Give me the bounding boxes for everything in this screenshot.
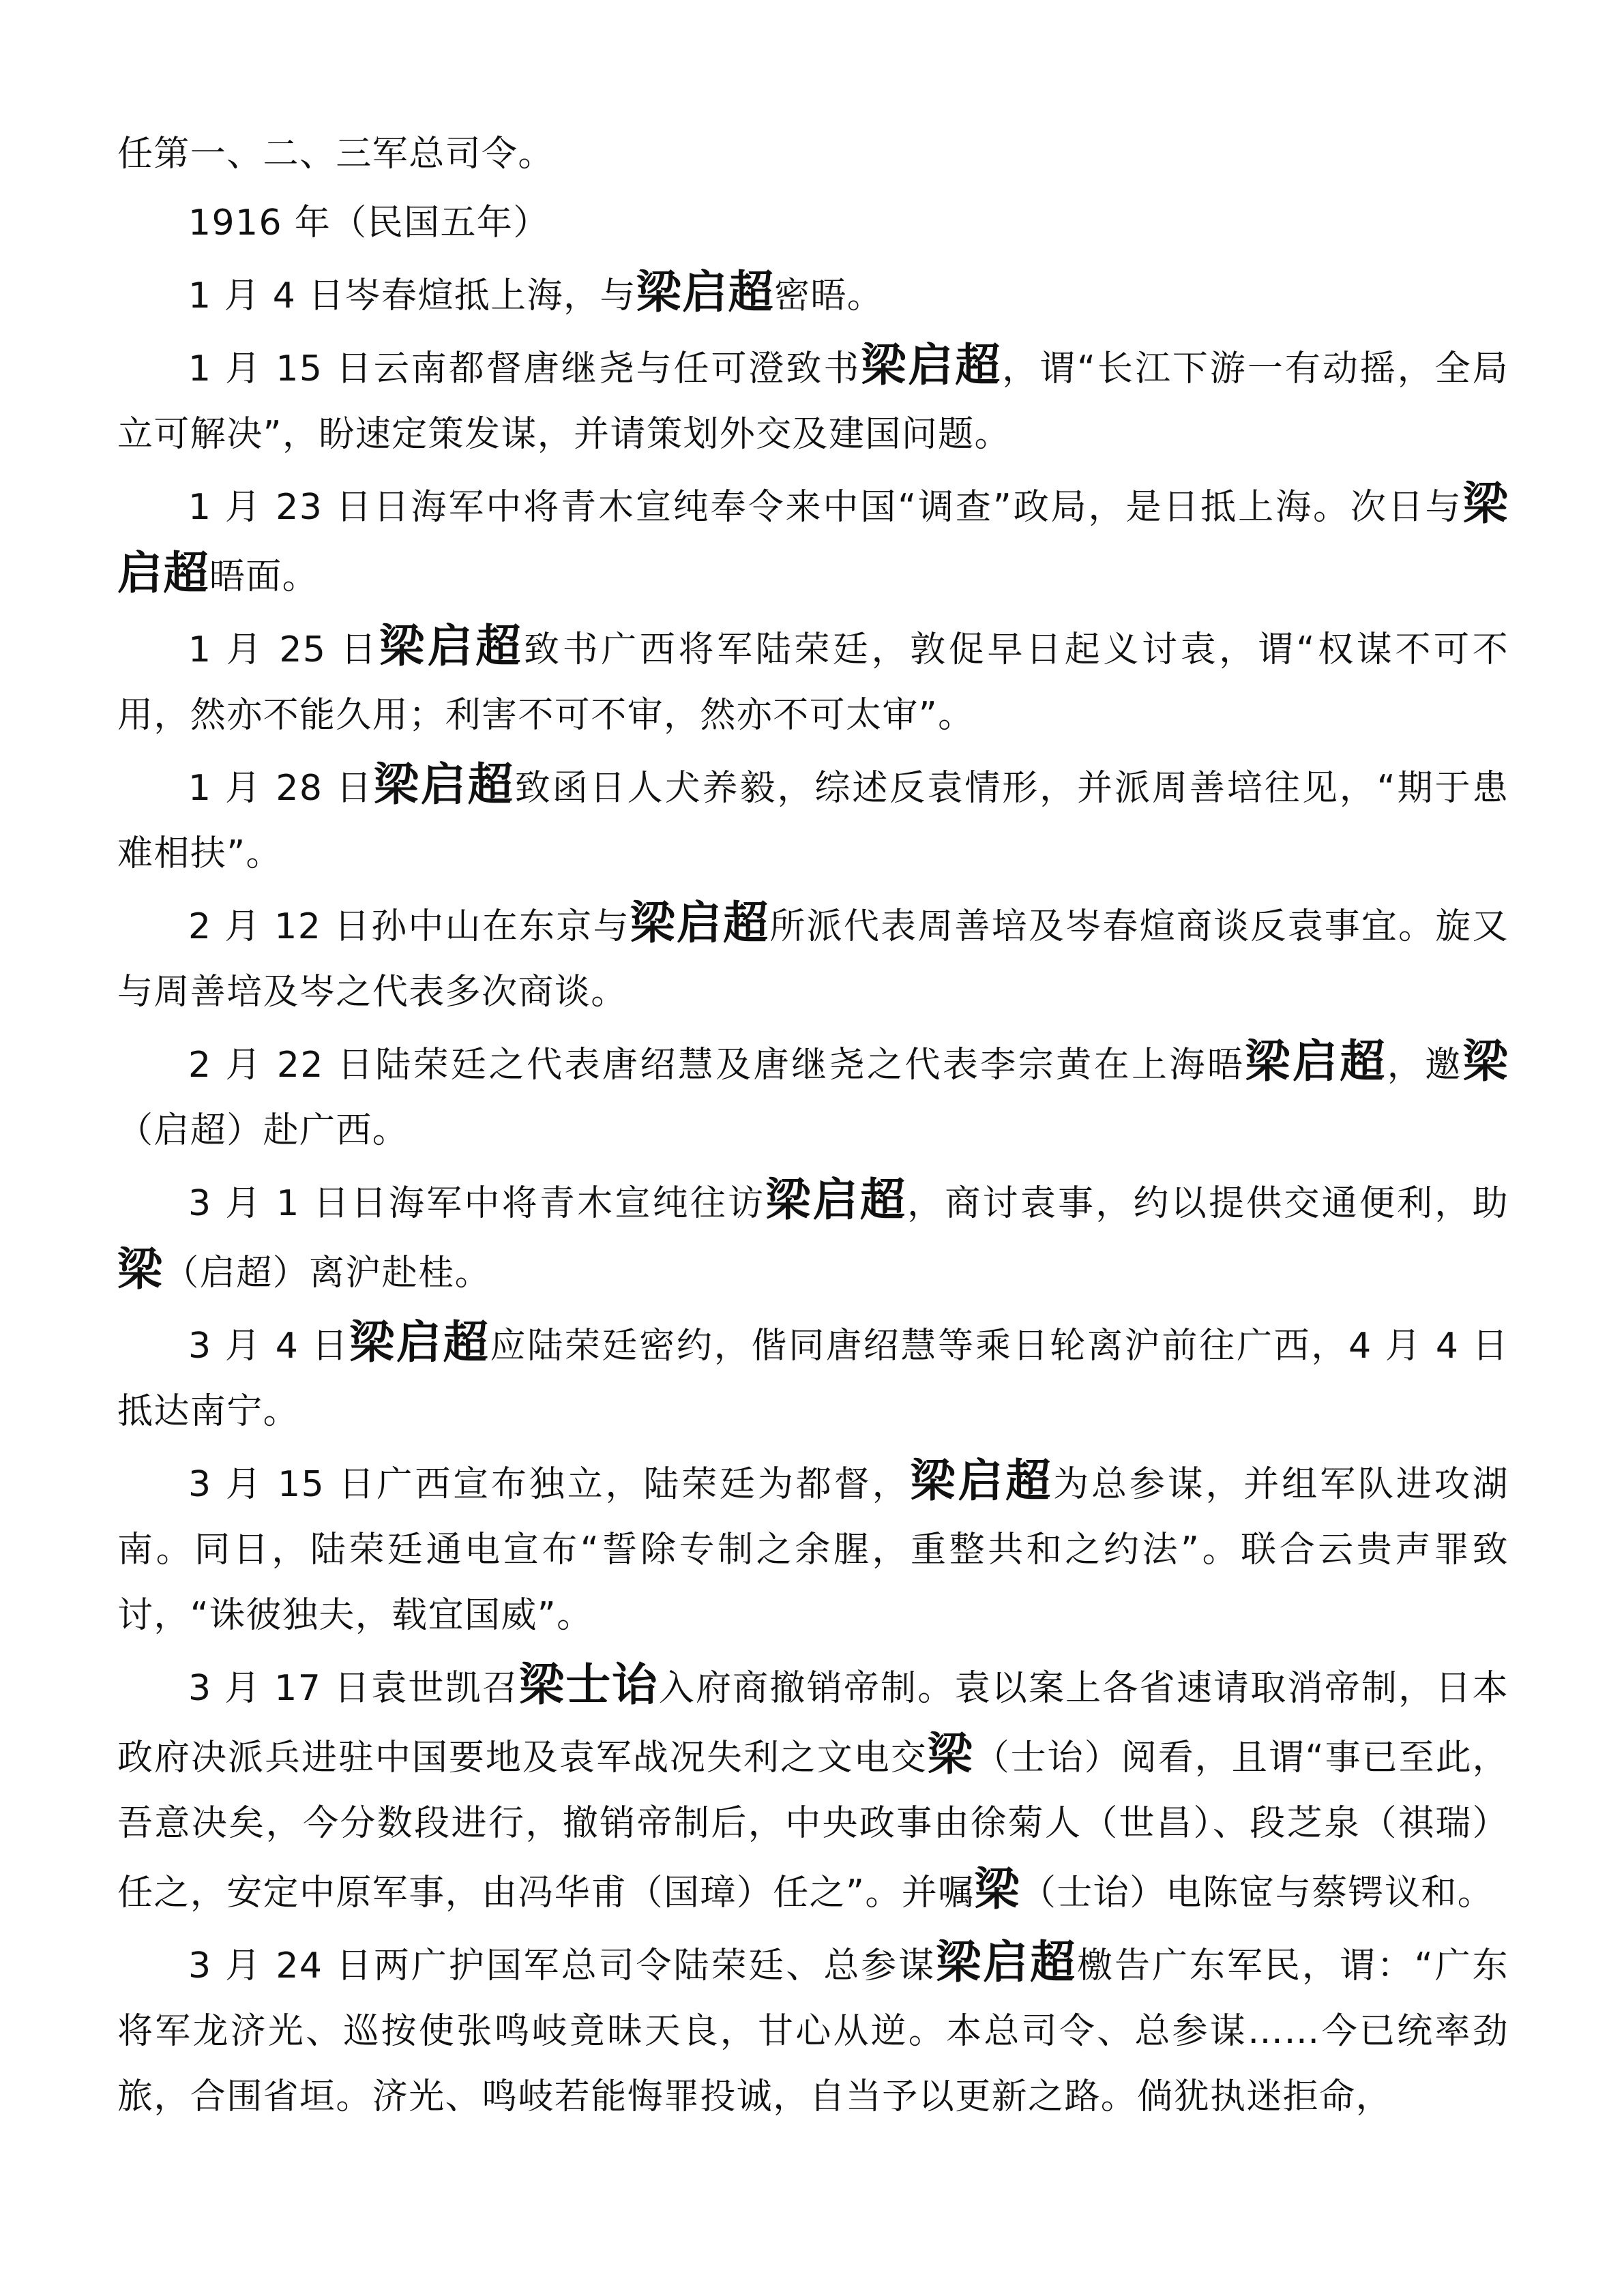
paragraph [117, 1167, 1509, 1306]
text-run: 1 月 23 日日海军中将青木宣纯奉令来中国“调查”政局，是日抵上海。次日与 [188, 487, 1463, 528]
paragraph [117, 1652, 1509, 1926]
person-name: 梁启超 [936, 1935, 1078, 1988]
text-run: ，谓“长江下游一有动摇，全局立可解决”，盼速定策发谋，并请策划外交及建国问题。 [117, 348, 1509, 455]
paragraph [117, 890, 1509, 1025]
person-name: 梁启超 [117, 477, 1509, 599]
paragraph [117, 751, 1509, 886]
paragraph [117, 1929, 1509, 2130]
person-name: 梁启超 [1245, 1034, 1387, 1088]
text-run: 2 月 22 日陆荣廷之代表唐绍慧及唐继尧之代表李宗黄在上海晤 [188, 1045, 1245, 1086]
text-run: 入府商撤销帝制。袁以案上各省速请取消帝制，日本政府决派兵进驻中国要地及袁军战况失利之文电交 [117, 1668, 1509, 1778]
paragraph [117, 121, 1509, 187]
person-name: 梁 [974, 1862, 1020, 1915]
text-run: 3 月 15 日广西宣布独立，陆荣廷为都督， [188, 1464, 911, 1505]
paragraph [117, 1309, 1509, 1444]
text-run: 1 月 15 日云南都督唐继尧与任可澄致书 [188, 348, 861, 389]
text-run: 1 月 4 日岑春煊抵上海，与 [188, 275, 636, 316]
paragraph [117, 259, 1509, 329]
year-heading [117, 190, 1509, 256]
text-run: 应陆荣廷密约，偕同唐绍慧等乘日轮离沪前往广西，4 月 4 日抵达南宁。 [117, 1326, 1509, 1432]
text-run: 为总参谋，并组军队进攻湖南。同日，陆荣廷通电宣布“誓除专制之余腥，重整共和之约法”。联合云贵声罪致讨，“诛彼独夫，载宜国威”。 [117, 1464, 1509, 1636]
text-run: 密晤。 [773, 275, 884, 316]
text-run: 2 月 12 日孙中山在东京与 [188, 906, 630, 947]
paragraph [117, 613, 1509, 748]
text-run: 3 月 1 日日海军中将青木宣纯往访 [188, 1183, 766, 1224]
person-name: 梁启超 [379, 619, 525, 672]
text-run: 3 月 4 日 [188, 1326, 350, 1367]
person-name: 梁启超 [630, 896, 770, 949]
person-name: 梁启超 [373, 758, 515, 811]
document-page [117, 121, 1509, 2133]
text-run: （启超）离沪赴桂。 [163, 1253, 492, 1294]
text-run: 1 月 28 日 [188, 768, 374, 809]
text-run: ，邀 [1387, 1045, 1463, 1086]
text-run: 1916 年（民国五年） [188, 203, 550, 243]
paragraph [117, 1028, 1509, 1163]
text-run: 致书广西将军陆荣廷，敦促早日起义讨袁，谓“权谋不可不用，然亦不能久用；利害不可不审，然亦不可太审”。 [117, 629, 1509, 736]
text-run: （士诒）电陈宧与蔡锷议和。 [1020, 1873, 1494, 1913]
text-run: 任第一、二、三军总司令。 [117, 134, 555, 175]
person-name: 梁启超 [765, 1173, 908, 1226]
person-name: 梁 [1462, 1034, 1509, 1088]
text-run: （启超）赴广西。 [117, 1110, 409, 1151]
text-run: 3 月 17 日袁世凯召 [188, 1668, 520, 1709]
person-name: 梁启超 [636, 265, 774, 318]
text-run: 3 月 24 日两广护国军总司令陆荣廷、总参谋 [188, 1945, 936, 1986]
person-name: 梁 [927, 1727, 974, 1780]
text-run: （士诒）阅看，且谓“事已至此，吾意决矣，今分数段进行，撤销帝制后，中央政事由徐菊人（世昌）、段芝泉（祺瑞）任之，安定中原军事，由冯华甫（国璋）任之”。并嘱 [117, 1738, 1509, 1913]
person-name: 梁启超 [910, 1454, 1054, 1507]
text-run: 所派代表周善培及岑春煊商谈反袁事宜。旋又与周善培及岑之代表多次商谈。 [117, 906, 1509, 1013]
paragraph [117, 471, 1509, 610]
person-name: 梁启超 [861, 338, 1003, 391]
paragraph [117, 1448, 1509, 1648]
text-run: ，商讨袁事，约以提供交通便利，助 [907, 1183, 1509, 1224]
paragraph [117, 332, 1509, 467]
person-name: 梁士诒 [519, 1658, 659, 1711]
person-name: 梁 [117, 1242, 164, 1296]
text-run: 致函日人犬养毅，综述反袁情形，并派周善培往见，“期于患难相扶”。 [117, 768, 1509, 874]
person-name: 梁启超 [349, 1315, 490, 1369]
text-run: 檄告广东军民，谓：“广东将军龙济光、巡按使张鸣岐竟昧天良，甘心从逆。本总司令、总参谋……今已统率劲旅，合围省垣。济光、鸣岐若能悔罪投诚，自当予以更新之路。倘犹执迷拒命， [117, 1945, 1509, 2117]
text-run: 1 月 25 日 [188, 629, 380, 670]
text-run: 晤面。 [209, 556, 319, 597]
